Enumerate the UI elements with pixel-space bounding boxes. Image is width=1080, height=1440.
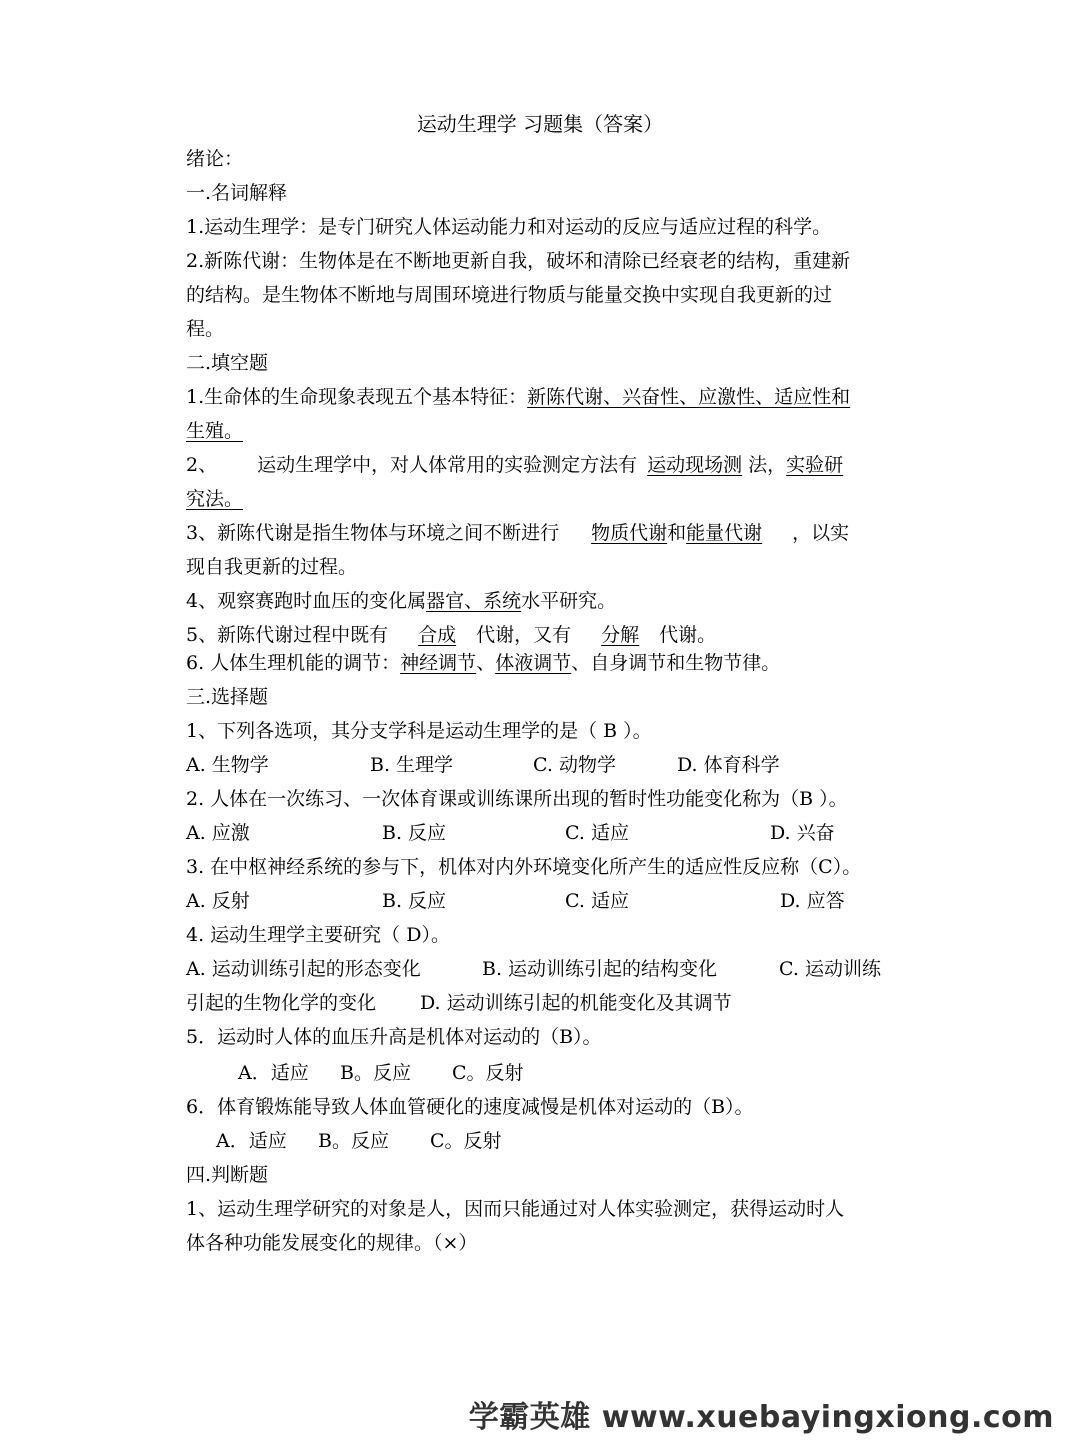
choice-option: A. 运动训练引起的形态变化 (186, 958, 421, 980)
choice-option: C。反射 (452, 1062, 524, 1084)
question-text: 2、 (186, 454, 218, 476)
question-text: 代谢，又有 (476, 624, 572, 646)
choice-question: 4. 运动生理学主要研究（ D）。 (186, 924, 450, 946)
answer-text: 器官、系统 (426, 590, 522, 612)
question-text: 5、新陈代谢过程中既有 (186, 624, 389, 646)
choice-option: C. 适应 (565, 890, 629, 912)
question-text: 水平研究。 (521, 590, 617, 612)
answer-text: 体液调节 (495, 652, 572, 674)
choice-option: A. 反射 (186, 890, 250, 912)
question-text: 4、观察赛跑时血压的变化属 (186, 590, 427, 612)
section-heading: 一.名词解释 (186, 182, 288, 204)
section-heading: 二.填空题 (186, 352, 269, 374)
choice-question: 1、下列各选项，其分支学科是运动生理学的是（ B ）。 (186, 720, 652, 742)
choice-option: A. 应激 (186, 822, 250, 844)
question-text: 1.生命体的生命现象表现五个基本特征： (186, 386, 528, 408)
answer-text: 运动现场测 (647, 454, 743, 476)
definition-item: 程。 (186, 318, 225, 340)
answer-text: 实验研 (786, 454, 844, 476)
answer-text: 新陈代谢、兴奋性、应激性、适应性和 (527, 386, 851, 408)
answer-text: 究法。 (186, 488, 244, 510)
definition-item: 2.新陈代谢：生物体是在不断地更新自我，破坏和清除已经衰老的结构，重建新 (186, 250, 851, 272)
question-text: 运动生理学中，对人体常用的实验测定方法有 (257, 454, 638, 476)
separator-text: 、 (476, 652, 496, 674)
choice-option: C. 适应 (565, 822, 629, 844)
fill-item (186, 650, 780, 676)
fill-item: 现自我更新的过程。 (186, 556, 358, 578)
fill-item (186, 418, 255, 444)
definition-item: 1.运动生理学：是专门研究人体运动能力和对运动的反应与适应过程的科学。 (186, 216, 832, 238)
choice-option: 引起的生物化学的变化 (186, 992, 377, 1014)
question-text: 6. 人体生理机能的调节： (186, 652, 401, 674)
question-text: 代谢。 (659, 624, 717, 646)
question-text: 和 (667, 522, 687, 544)
choice-option: C. 运动训练 (779, 958, 881, 980)
answer-text: 神经调节 (400, 652, 477, 674)
choice-option: B. 反应 (382, 822, 447, 844)
choice-option: D. 运动训练引起的机能变化及其调节 (420, 992, 732, 1014)
judgement-question: 1、运动生理学研究的对象是人，因而只能通过对人体实验测定，获得运动时人 (186, 1198, 845, 1220)
choice-option: B。反应 (318, 1130, 389, 1152)
choice-option: C. 动物学 (533, 754, 616, 776)
section-heading: 三.选择题 (186, 686, 269, 708)
choice-question: 6．体育锻炼能导致人体血管硬化的速度减慢是机体对运动的（B）。 (186, 1096, 754, 1118)
answer-text: 物质代谢 (591, 522, 668, 544)
choice-option: D. 体育科学 (677, 754, 780, 776)
choice-option: D. 应答 (780, 890, 845, 912)
answer-text: 合成 (418, 624, 457, 646)
choice-option: A．适应 (238, 1062, 309, 1084)
fill-item (186, 452, 843, 478)
choice-question: 2. 人体在一次练习、一次体育课或训练课所出现的暂时性功能变化称为（B ）。 (186, 788, 848, 810)
answer-text: 分解 (601, 624, 640, 646)
choice-question: 3. 在中枢神经系统的参与下，机体对内外环境变化所产生的适应性反应称（C）。 (186, 856, 862, 878)
section-heading: 四.判断题 (186, 1164, 269, 1186)
fill-item (186, 622, 716, 648)
choice-option: A．适应 (216, 1130, 287, 1152)
choice-option: D. 兴奋 (770, 822, 835, 844)
answer-text: 生殖。 (186, 420, 244, 442)
choice-option: B. 运动训练引起的结构变化 (482, 958, 718, 980)
choice-option: B. 生理学 (370, 754, 454, 776)
answer-text: 能量代谢 (686, 522, 763, 544)
choice-option: B. 反应 (382, 890, 447, 912)
page-title: 运动生理学 习题集（答案） (416, 112, 664, 136)
choice-option: C。反射 (430, 1130, 502, 1152)
judgement-question: 体各种功能发展变化的规律。（×） (186, 1232, 478, 1254)
fill-item (186, 520, 849, 546)
definition-item: 的结构。是生物体不断地与周围环境进行物质与能量交换中实现自我更新的过 (186, 284, 833, 306)
choice-option: A. 生物学 (186, 754, 269, 776)
intro-heading: 绪论： (186, 148, 244, 170)
question-text: 3、新陈代谢是指生物体与环境之间不断进行 (186, 522, 560, 544)
fill-item (186, 588, 616, 614)
question-text: 法， (748, 454, 787, 476)
fill-item (186, 384, 850, 410)
fill-item (186, 486, 251, 512)
choice-option: B。反应 (340, 1062, 411, 1084)
watermark: 学霸英雄 www.xuebayingxiong.com (468, 1400, 1054, 1435)
question-text: 、自身调节和生物节律。 (571, 652, 781, 674)
choice-question: 5．运动时人体的血压升高是机体对运动的（B）。 (186, 1026, 602, 1048)
question-text: ，以实 (792, 522, 850, 544)
